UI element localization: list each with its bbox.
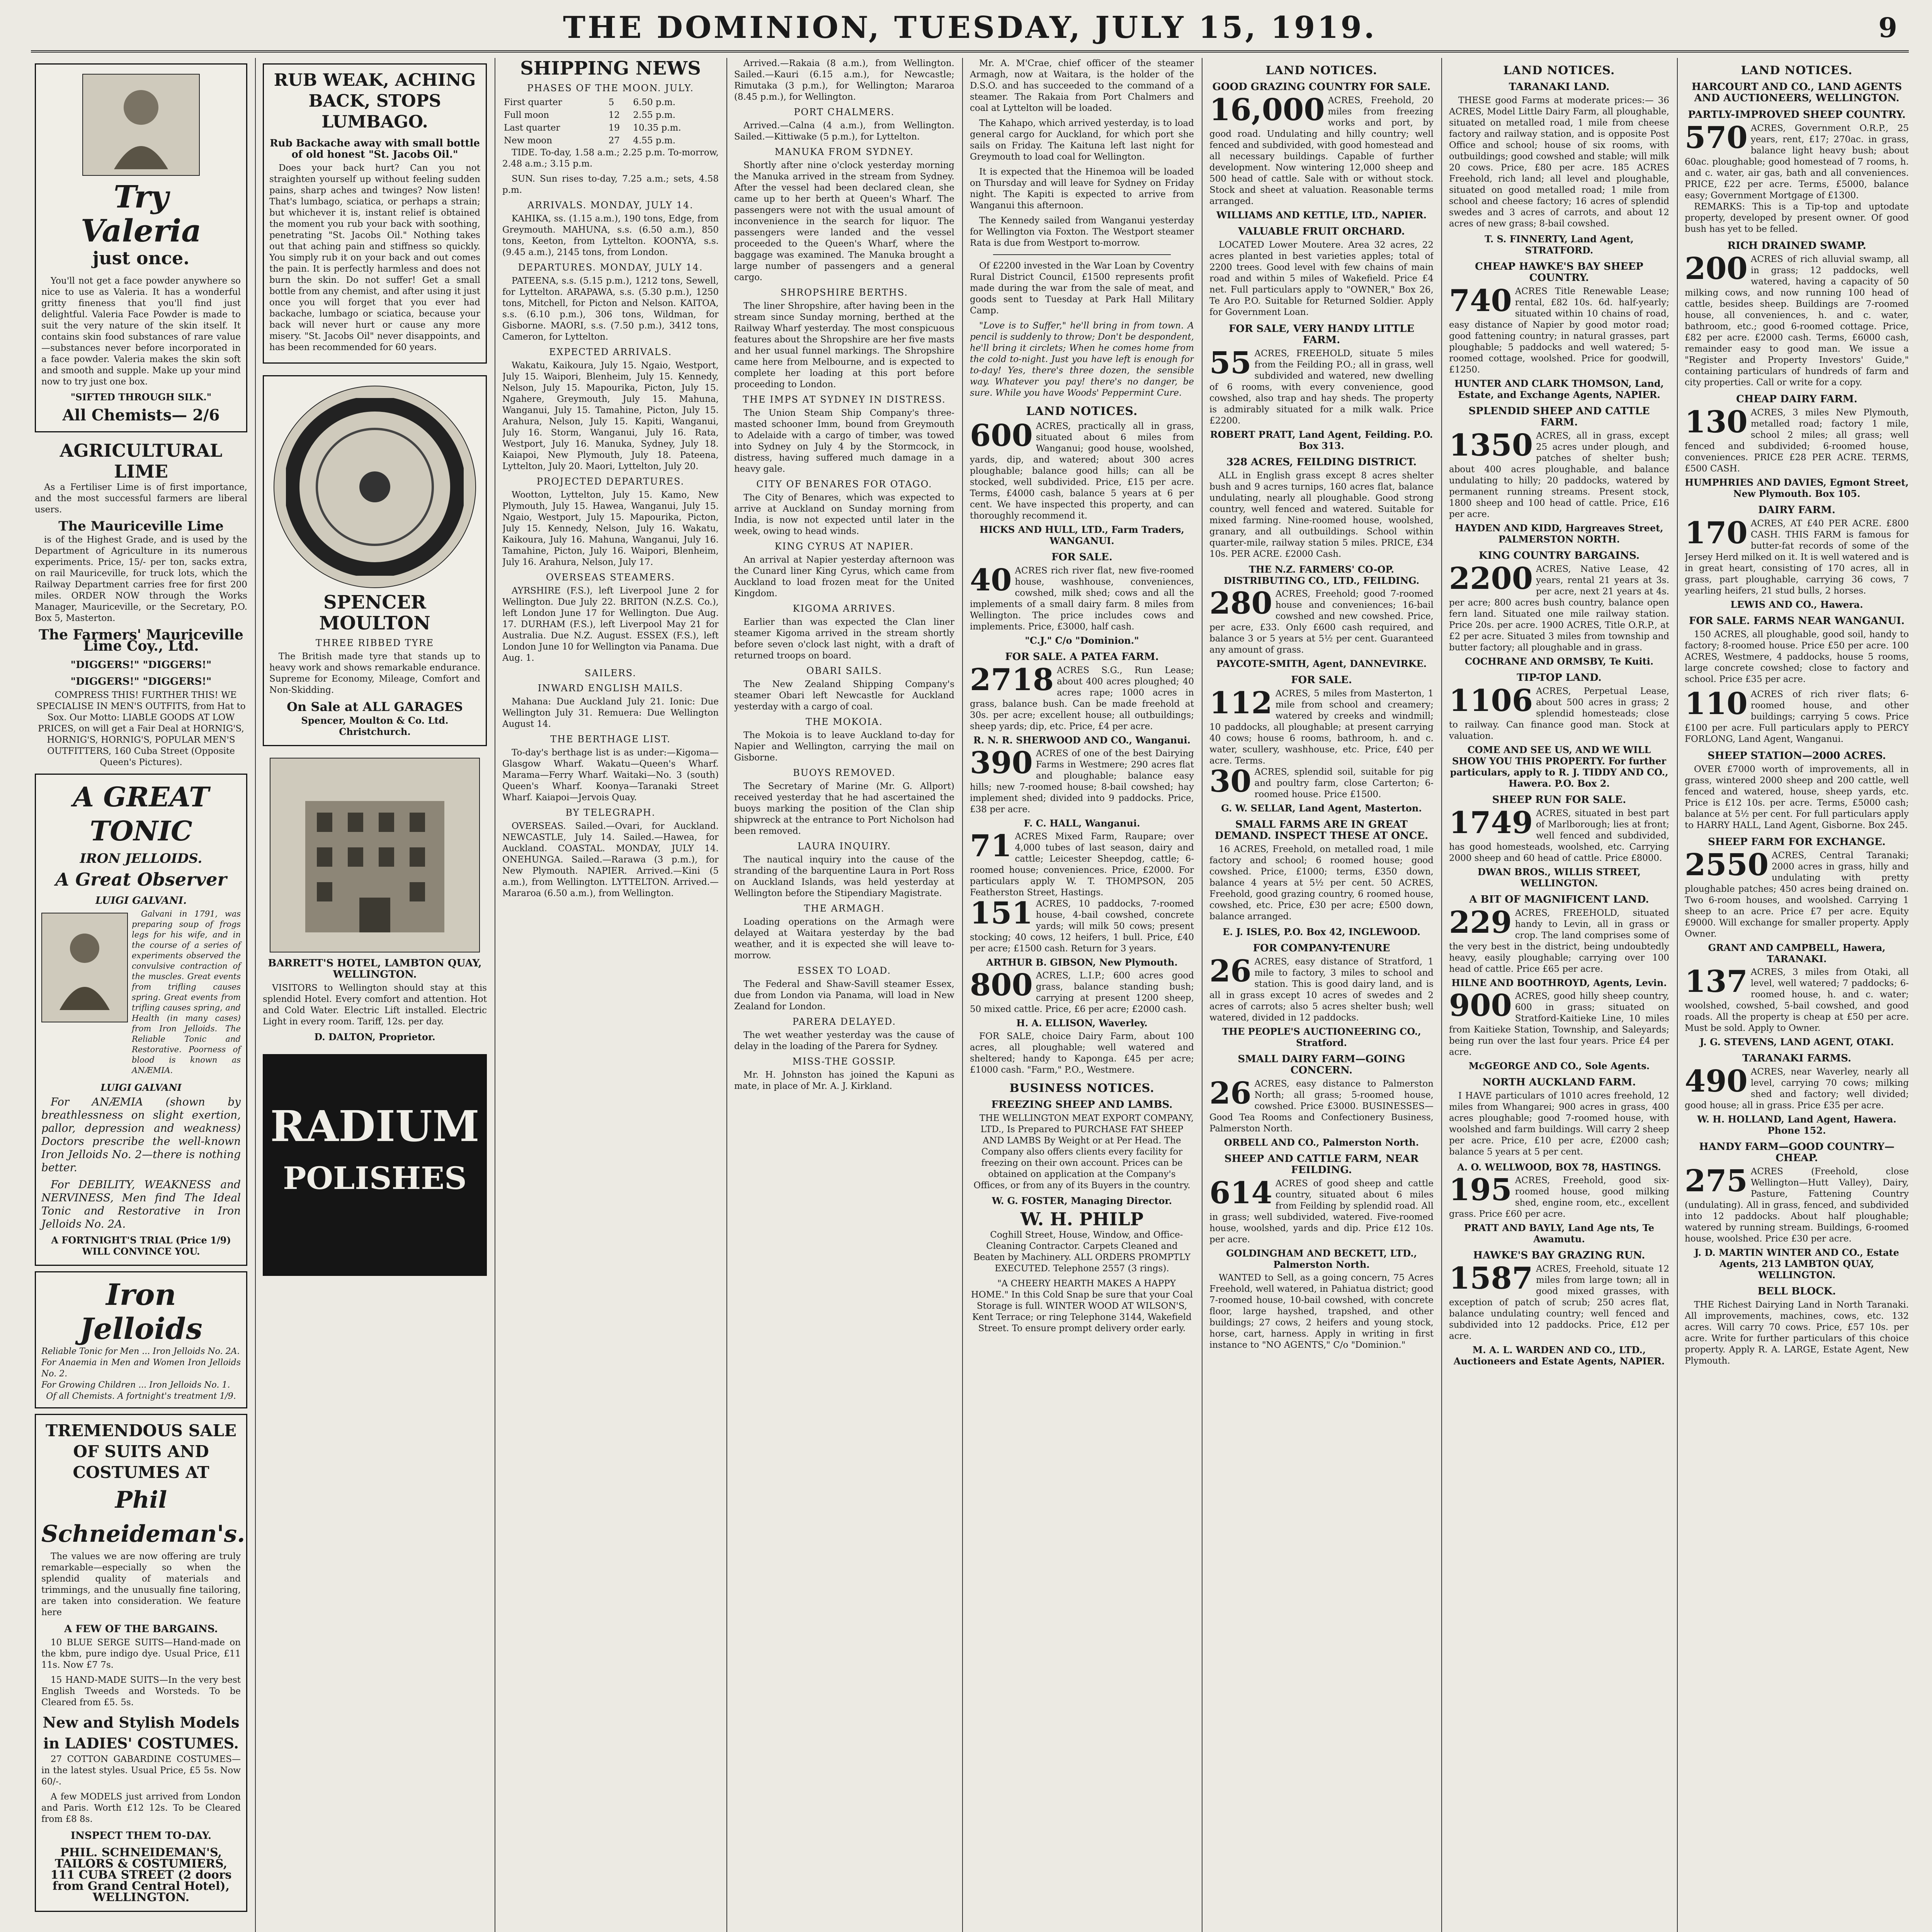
valeria-price: All Chemists— 2/6 — [62, 406, 220, 424]
listing-agent: E. J. ISLES, P.O. Box 42, INGLEWOOD. — [1223, 926, 1420, 937]
hearth-advert: "A CHEERY HEARTH MAKES A HAPPY HOME." In this Cold Snap be sure that your Coal Storage is full. WINTER WOOD AT WILSON'S, Kent Terrace; or ring Telephone 3144, Wakefield Street. To ensure prompt delivery order early. — [971, 1279, 1193, 1333]
projected-text: Wootton, Lyttelton, July 15. Kamo, New Plymouth, July 15. Hawea, Wanganui, July 15. Ngaio, Westport, July 15. Mapourika, Picton, July 15. Kennedy, Nelson, July 16. Wakatu, Kaikoura, July 16. Mahuna, Wanganui, July 16. Tamahine, Picton, July 16. Waipori, Blenheim, July 16. Arahura, Nelson, July 17. — [502, 490, 719, 567]
peppermint-verse: "Love is to Suffer," he'll bring in from town. A pencil is suddenly to throw; Don't be despondent, he'll bring it circlets; When he comes home from the cold to-night. Just you have left is enough for to-day! Yes, there's three dozen, the sensible way. Whatever you pay! there's no danger, be sure. While you have Woods' Peppermint Cure. — [970, 321, 1194, 398]
listing-heading: FOR COMPANY-TENURE — [1253, 942, 1390, 954]
listing-heading: CHEAP DAIRY FARM. — [1736, 393, 1857, 405]
jelloids-line-1: Reliable Tonic for Men ... Iron Jelloids No. 2A. — [41, 1347, 240, 1356]
freezing-heading: FREEZING SHEEP AND LAMBS. — [991, 1099, 1173, 1111]
article-text: An arrival at Napier yesterday afternoon was the Cunard liner King Cyrus, which came from Auckland to load frozen meat for the United Kingdom. — [734, 555, 954, 599]
sale-item: 27 COTTON GABARDINE COSTUMES—in the latest styles. Usual Price, £5 5s. Now 60/-. — [41, 1754, 241, 1787]
rub-body: Does your back hurt? Can you not straighten yourself up without feeling sudden pains, sharp aches and twinges? Now listen! That's lumbago, sciatica, or perhaps a strain; but whichever it is, instant relief is obtained the moment you rub your back with soothing, penetrating "St. Jacobs Oil." Nothing takes out that aching pain and stiffness so quickly. You simply rub it on your back and out comes the pain. It is perfectly harmless and does not burn the skin. Do not suffer! Get a small bottle from any chemist, and after using it just once you will forget that you ever had backache, lumbago or sciatica, because your back will never hurt or cause any more misery. "St. Jacobs Oil" never disappoints, and has been recommended for 60 years. — [269, 163, 480, 352]
land-listing: FOR SALE, choice Dairy Farm, about 100 acres, all ploughable; well watered and sheltered; handy to Kaponga. £45 per acre; £1000 cash. "Farm," P.O., Westmere. — [970, 1031, 1194, 1075]
land-listing: 150 ACRES, all ploughable, good soil, handy to factory; 8-roomed house. Price £50 per acre. 100 ACRES, Westmere, 4 paddocks, house 5 rooms, large concrete cowshed; close to factory and school. Price £35 per acre. — [1685, 629, 1909, 684]
listing-heading: TARANAKI FARMS. — [1742, 1053, 1852, 1064]
sale-item: 15 HAND-MADE SUITS—In the very best English Tweeds and Worsteds. To be Cleared from £5. 5s. — [41, 1675, 241, 1708]
listing-heading: KING COUNTRY BARGAINS. — [1478, 550, 1640, 561]
business-notices-heading: BUSINESS NOTICES. — [1009, 1082, 1155, 1095]
land-listing: 2550 ACRES, Central Taranaki; 2000 acres in grass, hilly and undulating with pretty ploughable patches; 450 acres being drained on. Two 6-room houses, and woolshed. Carrying 1 sheep to an acre. Price £7 per acre. Equity £9000. Will exchange for smaller property. Apply Owner. — [1685, 847, 1909, 939]
philp-text: Coghill Street, House, Window, and Office-Cleaning Contractor. Carpets Cleaned and Beaten by Machinery. ALL ORDERS PROMPTLY EXECUTED. Telephone 2557 (3 rings). — [973, 1230, 1190, 1274]
land-listing: 170 ACRES, AT £40 PER ACRE. £800 CASH. THIS FARM is famous for butter-fat records of some of the Jersey Herd milked on it. It is well watered and is in great heart, consisting of 170 acres, all in grass, part ploughable, carrying 36 cows, 7 yearling heifers, 21 stud bulls, 2 horses. LEWIS AND CO., Hawera. — [1685, 515, 1909, 610]
listing-agent: A. O. WELLWOOD, BOX 78, HASTINGS. — [1457, 1162, 1661, 1173]
listing-agent: THE N.Z. FARMERS' CO-OP. DISTRIBUTING CO., LTD., FEILDING. — [1223, 564, 1420, 586]
article-text: The Kennedy sailed from Wanganui yesterday for Wellington via Foxton. The Westport steamer Rata is due from Westport to-morrow. — [970, 216, 1194, 248]
diggers-row-2: "DIGGERS!" "DIGGERS!" — [70, 676, 212, 687]
arrivals-heading: ARRIVALS. MONDAY, JULY 14. — [527, 200, 694, 211]
land-notices-heading: LAND NOTICES. — [1503, 64, 1615, 77]
berthage-text: To-day's berthage list is as under:—Kigoma—Glasgow Wharf. Wakatu—Queen's Wharf. Marama—Ferry Wharf. Waitaki—No. 3 (south) Queen's Wharf. Koonya—Taranaki Street Wharf. Kaiapoi—Jervois Quay. — [502, 748, 719, 803]
article-text: The liner Shropshire, after having been in the stream since Sunday morning, berthed at the Railway Wharf yesterday. The most conspicuous features about the Shropshire are her five masts and her usual funnel markings. The Shropshire came here from Melbourne, and is expected to complete her loading at this port before proceeding to London. — [734, 301, 954, 389]
expected-heading: EXPECTED ARRIVALS. — [549, 347, 672, 357]
article-heading: THE MOKOIA. — [806, 716, 883, 727]
listing-heading: BELL BLOCK. — [1757, 1286, 1836, 1297]
listing-heading: SHEEP RUN FOR SALE. — [1492, 794, 1626, 806]
tonic-sub: IRON JELLOIDS. — [80, 851, 202, 866]
column-rule — [1677, 58, 1678, 1932]
land-listing: THESE good Farms at moderate prices:— 36 ACRES, Model Little Dairy Farm, all ploughable, situated on metalled road, 1 mile from cheese factory and railway station, and is opposite Post Office and school; house of six rooms, with outbuildings; good cowshed and stable; will milk 20 cows. Price, £80 per acre. 185 ACRES Freehold, rich land; all level and ploughable, situated on good metalled road; 1 mile from school and cheese factory; 16 acres of splendid swedes and 3 acres of carrots, and about 12 acres of new grass; 8-bail cowshed. — [1449, 95, 1669, 229]
land-notices-heading: LAND NOTICES. — [1265, 64, 1378, 77]
listing-heading: FOR SALE. A PATEA FARM. — [1005, 651, 1159, 663]
rub-headline: RUB WEAK, ACHING BACK, STOPS LUMBAGO. — [274, 70, 476, 132]
listing-heading: FOR SALE, VERY HANDY LITTLE FARM. — [1228, 323, 1415, 346]
listing-agent: T. S. FINNERTY, Land Agent, STRATFORD. — [1485, 233, 1634, 256]
land-notices-heading: LAND NOTICES. — [1026, 405, 1138, 418]
lime-subhead: The Mauriceville Lime — [58, 519, 224, 534]
land-listing: 1106 ACRES, Perpetual Lease, about 500 acres in grass; 2 splendid homesteads; close to railway. Can finance good man. Stock at valuation. COME AND SEE US, AND WE WILL SHOW YOU THIS PROPERTY. For further particulars, apply to R. J. TIDDY AND CO., Hawera. P.O. Box 2. — [1449, 683, 1669, 789]
land-listing: 490 ACRES, near Waverley, nearly all level, carrying 70 cows; milking shed and factory; well divided; good house; all in grass. Price £35 per acre. W. H. HOLLAND, Land Agent, Hawera. Phone 152. — [1685, 1064, 1909, 1136]
divider — [993, 254, 1171, 255]
lime-company: The Farmers' Mauriceville Lime Coy., Ltd. — [39, 627, 243, 654]
land-listing: 614 ACRES of good sheep and cattle country, situated about 6 miles from Feilding by splendid road. All in grass; well subdivided, watered. Five-roomed house, woolshed, yards and dip. Price £12 10s. per acre. GOLDINGHAM AND BECKETT, LTD., Palmerston North. — [1209, 1175, 1434, 1270]
jelloids-line-2: For Anaemia in Men and Women Iron Jelloids No. 2. — [41, 1358, 241, 1379]
article-heading: BUOYS REMOVED. — [793, 767, 896, 778]
diggers-text: COMPRESS THIS! FURTHER THIS! WE SPECIALISE IN MEN'S OUTFITS, from Hat to Sox. Our Motto: LIABLE GOODS AT LOW PRICES, on will get a Fair Deal at HORNIG'S, HORNIG'S, HORNIG'S, POPULAR MEN'S OUTFITTERS, 160 Cuba Street (Opposite Queen's Pictures). — [36, 690, 246, 767]
radium-sub: POLISHES — [283, 1160, 467, 1196]
article-heading: OBARI SAILS. — [806, 665, 883, 676]
land-listing: 280 ACRES, Freehold; good 7-roomed house and conveniences; 16-bail cowshed and new cowshed. Price, per acre, £33. Only £600 cash required, and balance 3 or 5 years at 5½ per cent. Guaranteed any amount of grass. PAYCOTE-SMITH, Agent, DANNEVIRKE. — [1209, 586, 1434, 669]
article-text: The City of Benares, which was expected to arrive at Auckland on Sunday morning from India, is now not expected until later in the week, owing to head winds. — [734, 493, 954, 536]
tonic-debility: For DEBILITY, WEAKNESS and NERVINESS, Men find The Ideal Tonic and Restorative in Iron Jelloids No. 2A. — [41, 1178, 241, 1230]
land-listing: I HAVE particulars of 1010 acres freehold, 12 miles from Whangarei; 900 acres in grass, 400 acres ploughable; good 7-roomed house, with woolshed and farm buildings. Will carry 2 sheep per acre. Price, £10 per acre, £2000 cash; balance 5 years at 5 per cent. — [1449, 1091, 1669, 1157]
article-text: The Kahapo, which arrived yesterday, is to load general cargo for Auckland, for which port she sails on Friday. The Kaituna left last night for Greymouth to load coal for Wellington. — [970, 118, 1194, 162]
land-listing: 275 ACRES (Freehold, close Wellington—Hutt Valley), Dairy, Pasture, Fattening Country (undulating). All in grass, fenced, and subdivided into 12 paddocks. About half ploughable; watered by running stream. Buildings, 6-roomed house, woolshed. Price £30 per acre. J. D. MARTIN WINTER AND CO., Estate Agents, 213 LAMBTON QUAY, WELLINGTON. — [1685, 1163, 1909, 1281]
table-row: First quarter 5 6.50 p.m. — [504, 97, 676, 107]
article-text: Shortly after nine o'clock yesterday morning the Manuka arrived in the stream from Sydney. After the vessel had been declared clean, she came up to her berth at Queen's Wharf. The passengers were not with the usual amount of inconvenience in the search for liquor. The passengers were landed and the vessel proceeded to the Queen's Wharf, where the baggage was examined. The Manuka brought a large number of passengers and a general cargo. — [734, 160, 954, 282]
philp-name: W. H. PHILP — [1020, 1209, 1144, 1230]
projected-heading: PROJECTED DEPARTURES. — [536, 476, 685, 487]
article-heading: KIGOMA ARRIVES. — [793, 603, 896, 614]
article-text: The wet weather yesterday was the cause of delay in the loading of the Parera for Sydney. — [734, 1030, 954, 1051]
land-listing: 16 ACRES, Freehold, on metalled road, 1 mile factory and school; 6 roomed house; good cowshed. Price, £1000; terms, £350 down, balance 4 years at 5½ per cent. 50 ACRES, Freehold, good grazing country, 6 roomed house, cowshed, etc. Price, £30 per acre; £500 down, balance arranged. — [1209, 844, 1434, 922]
land-listing: 151 ACRES, 10 paddocks, 7-roomed house, 4-bail cowshed, concrete yards; will milk 50 cows; present stocking; 40 cows, 12 heifers, 1 bull. Price, £40 per acre; £1500 cash. Return for 3 years. ARTHUR B. GIBSON, New Plymouth. — [970, 896, 1194, 968]
article-text: Arrived.—Rakaia (8 a.m.), from Wellington. Sailed.—Kauri (6.15 a.m.), for Newcastle; Rimutaka (3 p.m.), for Wellington; Mararoa (8.45 p.m.), for Wellington. — [734, 58, 954, 102]
land-listing: 2718 ACRES S.G., Run Lease; about 400 acres ploughed; 40 acres rape; 1000 acres in grass, balance bush. Can be made freehold at 30s. per acre; excellent house; all outbuildings; sheep yards; dip, etc. Price, £4 per acre. R. N. R. SHERWOOD AND CO., Wanganui. — [970, 662, 1194, 746]
diggers-row-1: "DIGGERS!" "DIGGERS!" — [70, 659, 212, 671]
valeria-slogan: "SIFTED THROUGH SILK." — [70, 391, 212, 403]
land-listing: 71 ACRES Mixed Farm, Raupare; over 4,000 tubes of last season, dairy and cattle; Leicester Sheepdog, cattle; 6-roomed house; conveniences. Price, £2000. For particulars apply W. T. THOMPSON, 205 Featherston Street, Hastings. — [970, 828, 1194, 898]
inward-text: Mahana: Due Auckland July 21. Ionic: Due Wellington July 31. Remuera: Due Wellington August 14. — [502, 697, 719, 729]
listing-heading: RICH DRAINED SWAMP. — [1727, 240, 1866, 252]
sale-body: The values we are now offering are truly remarkable—especially so when the splendid quality of materials and trimmings, and the unusually fine tailoring, are taken into consideration. We feature here — [41, 1551, 241, 1617]
land-listing: 195 ACRES, Freehold, good six-roomed house, good milking shed, engine room, etc., excellent grass. Price £60 per acre. PRATT AND BAYLY, Land Age nts, Te Awamutu. — [1449, 1172, 1669, 1245]
article-text: The Federal and Shaw-Savill steamer Essex, due from London via Panama, will load in New Zealand for London. — [734, 979, 954, 1012]
departures-heading: DEPARTURES. MONDAY, JULY 14. — [518, 262, 703, 273]
barretts-hotel-advert — [263, 758, 487, 1043]
article-text: The Union Steam Ship Company's three-masted schooner Imm, bound from Greymouth to Adelaide with a cargo of timber, was towed into Sydney on July 4 by the Stormcock, in distress, having suffered much damage in a heavy gale. — [734, 408, 954, 474]
hotel-name: BARRETT'S HOTEL, LAMBTON QUAY, WELLINGTON. — [268, 957, 482, 980]
sale-item: A few MODELS just arrived from London and Paris. Worth £12 12s. To be Cleared from £8 8s. — [41, 1792, 241, 1824]
article-heading: ESSEX TO LOAD. — [797, 965, 891, 976]
galvani-portrait-icon — [41, 913, 128, 1022]
land-listing: LOCATED Lower Moutere. Area 32 acres, 22 acres planted in best varieties apples; total of 2200 trees. Good level with few chains of main road and within 5 miles of Wakefield. Price £4 net. Full particulars apply to "OWNER," Box 26, Te Aro P.O. Suitable for Returned Soldier. Apply for Government Loan. — [1209, 240, 1434, 317]
article-heading: MISS-THE GOSSIP. — [792, 1056, 896, 1067]
listing-heading: DAIRY FARM. — [1758, 504, 1835, 516]
berthage-heading: THE BERTHAGE LIST. — [550, 734, 671, 745]
inward-heading: INWARD ENGLISH MAILS. — [537, 683, 684, 694]
listing-heading: TARANAKI LAND. — [1509, 81, 1610, 93]
tonic-anaemia: For ANÆMIA (shown by breathlessness on slight exertion, pallor, depression and weakness) Doctors prescribe the well-known Iron Jelloids No. 2—there is nothing better. — [41, 1095, 241, 1174]
tonic-body: Galvani in 1791, was preparing soup of frogs legs for his wife, and in the course of a series of experiments observed the convulsive contraction of the muscles. Great events from trifling causes spring. Great events from trifling causes spring, and Health (in many cases) from Iron Jelloids. The Reliable Tonic and Restorative. Poorness of blood is known as ANÆMIA. — [132, 909, 241, 1075]
diggers-advert — [35, 660, 247, 768]
article-text: The New Zealand Shipping Company's steamer Obari left Newcastle for Auckland yesterday with a cargo of coal. — [734, 679, 954, 712]
article-heading: SHROPSHIRE BERTHS. — [780, 287, 908, 298]
hotel-proprietor: D. DALTON, Proprietor. — [314, 1031, 435, 1043]
telegraph-heading: BY TELEGRAPH. — [565, 807, 656, 818]
article-heading: CITY OF BENARES FOR OTAGO. — [756, 479, 932, 490]
spencer-moulton-advert — [263, 375, 487, 746]
article-text: It is expected that the Hinemoa will be loaded on Thursday and will leave for Sydney on Friday night. The Kapiti is expected to arrive from Wanganui this afternoon. — [970, 167, 1194, 211]
article-text: The Mokoia is to leave Auckland to-day for Napier and Wellington, carrying the mail on Gisborne. — [734, 730, 954, 763]
tonic-trial: A FORTNIGHT'S TRIAL (Price 1/9) WILL CONVINCE YOU. — [51, 1235, 231, 1257]
woman-portrait-icon — [82, 74, 200, 176]
lime-body: As a Fertiliser Lime is of first importance, and the most successful farmers are liberal users. — [35, 482, 247, 515]
land-notices-heading: LAND NOTICES. — [1741, 64, 1853, 77]
land-listing: 26 ACRES, easy distance of Stratford, 1 mile to factory, 3 miles to school and station. This is good dairy land, and is all in grass except 10 acres of swedes and 2 acres of carrots; also 5 acres shelter bush; well watered, divided in 12 paddocks. THE PEOPLE'S AUCTIONEERING CO., Stratford. — [1209, 954, 1434, 1048]
schneideman-advert — [35, 1414, 247, 1912]
article-text: Arrived.—Calna (4 a.m.), from Wellington. Sailed.—Kittiwake (5 p.m.), for Lyttelton. — [734, 121, 954, 142]
arrivals-text: KAHIKA, ss. (1.15 a.m.), 190 tons, Edge, from Greymouth. MAHUNA, s.s. (6.50 a.m.), 850 tons, Keeton, from Lyttelton. KOONYA, s.s. (9.45 a.m.), 2145 tons, from London. — [502, 214, 719, 257]
article-heading: MANUKA FROM SYDNEY. — [774, 146, 914, 157]
jelloids-line-4: Of all Chemists. A fortnight's treatment 1/9. — [46, 1391, 236, 1401]
overseas-text: AYRSHIRE (F.S.), left Liverpool June 2 for Wellington. Due July 22. BRITON (N.Z.S. Co.), left London June 17 for Wellington. Due Aug. 17. DURHAM (F.S.), left Liverpool May 21 for Australia. Due N.Z. August. ESSEX (F.S.), left London June 10 for Wellington via Panama. Due Aug. 1. — [502, 586, 719, 663]
page-number: 9 — [1878, 12, 1897, 44]
hotel-body: VISITORS to Wellington should stay at this splendid Hotel. Every comfort and attention. Hot and Cold Water. Electric Lift installed. Electric Light in every room. Tariff, 12s. per day. — [263, 983, 487, 1027]
article-text: Mr. H. Johnston has joined the Kapuni as mate, in place of Mr. A. J. Kirkland. — [734, 1070, 954, 1091]
tonic-observer: A Great Observer — [55, 869, 227, 890]
land-listing: 1587 ACRES, Freehold, situate 12 miles from large town; all in good mixed grasses, with exception of patch of scrub; 250 acres flat, balance undulating country; well fenced and subdivided into 12 paddocks. Price, £12 per acre. M. A. L. WARDEN AND CO., LTD., Auctioneers and Estate Agents, NAPIER. — [1449, 1261, 1669, 1367]
table-row: Last quarter 19 10.35 p.m. — [504, 123, 681, 133]
column-rule — [962, 58, 963, 1932]
land-listing: 30 ACRES, splendid soil, suitable for pig and poultry farm, close Carterton; 6-roomed house. Price £1500. G. W. SELLAR, Land Agent, Masterton. — [1209, 764, 1434, 814]
tide-text: TIDE. To-day, 1.58 a.m.; 2.25 p.m. To-morrow, 2.48 a.m.; 3.15 p.m. — [502, 148, 719, 169]
listing-heading: A BIT OF MAGNIFICENT LAND. — [1469, 894, 1649, 905]
land-listing: 229 ACRES, FREEHOLD, situated handy to Levin, all in grass or crop. The land comprises some of the very best in the district, being undoubtedly heavy, easily ploughable; carrying over 100 head of cattle. Price £65 per acre. HILNE AND BOOTHROYD, Agents, Levin. — [1449, 905, 1669, 988]
table-row: New moon 27 4.55 p.m. — [504, 136, 676, 146]
listing-heading: CHEAP HAWKE'S BAY SHEEP COUNTRY. — [1475, 261, 1643, 284]
land-listing: THE Richest Dairying Land in North Taranaki. All improvements, machines, cows, etc. 132 acres. Will carry 70 cows. Price, £57 10s. per acre. Write for further particulars of this choice property. Apply R. A. LARGE, Estate Agent, New Plymouth. — [1685, 1300, 1909, 1366]
lime-body-2: is of the Highest Grade, and is used by the Department of Agriculture in its numerous experiments. Price, 15/- per ton, sacks extra, on rail Mauriceville, for truck lots, which the Railway Department carries free for first 200 miles. ORDER NOW through the Works Manager, Mauriceville, or the Secretary, P.O. Box 5, Masterton. — [35, 535, 247, 623]
article-heading: PARERA DELAYED. — [792, 1016, 896, 1027]
sun-text: SUN. Sun rises to-day, 7.25 a.m.; sets, 4.58 p.m. — [502, 174, 719, 195]
sailers-heading: SAILERS. — [585, 668, 636, 679]
land-listing: 570 ACRES, Government O.R.P., 25 years, rent, £17; 270ac. in grass, balance light heavy bush; about 60ac. ploughable; good homestead of 7 rooms, h. and c. water, air gas, bath and all conveniences. PRICE, £22 per acre. Terms, £5000, balance easy; Government Mortgage of £1300. REMARKS: This is a Tip-top and uptodate property, developed by present owner. Of good bush has yet to be felled. — [1685, 120, 1909, 234]
sale-item: New and Stylish Models in LADIES' COSTUMES. — [43, 1714, 240, 1752]
listing-heading: SHEEP AND CATTLE FARM, NEAR FEILDING. — [1224, 1153, 1419, 1176]
land-listing: 740 ACRES Title Renewable Lease; rental, £82 10s. 6d. half-yearly; situated within 10 chains of road, easy distance of Napier by good motor road; good fattening country; in natural grasses, part ploughable; 5 paddocks and well watered; 5-roomed cottage, woolshed. Price for goodwill, £1250. HUNTER AND CLARK THOMSON, Land, Estate, and Exchange Agents, NAPIER. — [1449, 283, 1669, 400]
column-rule — [1441, 58, 1442, 1932]
tonic-caption: LUIGI GALVANI — [100, 1082, 182, 1093]
listing-heading: GOOD GRAZING COUNTRY FOR SALE. — [1212, 81, 1431, 93]
jelloids-brand-advert — [35, 1271, 247, 1408]
rub-sub: Rub Backache away with small bottle of old honest "St. Jacobs Oil." — [270, 138, 480, 160]
column-rule — [255, 58, 256, 1932]
sale-footer: PHIL. SCHNEIDEMAN'S, TAILORS & COSTUMIERS, 111 CUBA STREET (2 doors from Grand Central Hotel), WELLINGTON. — [50, 1846, 232, 1904]
land-listing: WANTED to Sell, as a going concern, 75 Acres Freehold, well watered, in Pahiatua district; good 7-roomed house, 10-bail cowshed, with concrete floor, large hayshed, trapshed, and other buildings; 27 cows, 2 heifers and young stock, horse, cart, harness. Apply in writing in first instance to "NO AGENTS," C/o "Dominion." — [1209, 1273, 1434, 1350]
listing-heading: SPLENDID SHEEP AND CATTLE FARM. — [1468, 405, 1650, 428]
article-text: Earlier than was expected the Clan liner steamer Kigoma arrived in the stream shortly before seven o'clock last night, with a draft of returned troops on board. — [734, 617, 954, 661]
spencer-body: The British made tyre that stands up to heavy work and shows remarkable endurance. Supreme for Economy, Mileage, Comfort and Non-Skidding. — [269, 651, 480, 695]
sale-inspect: INSPECT THEM TO-DAY. — [70, 1830, 212, 1842]
land-listing: 16,000 ACRES, Freehold, 20 miles from freezing works and port, by good road. Undulating and hilly country; well fenced and subdivided, with good homestead and all necessary buildings. Capable of further development. Now wintering 12,000 sheep and 500 head of cattle. Sale with or without stock. Stock and sheet at valuation. Reasonable terms arranged. WILLIAMS AND KETTLE, LTD., NAPIER. — [1209, 92, 1434, 221]
spencer-brand: SPENCER MOULTON — [319, 592, 431, 634]
land-listing: 600 ACRES, practically all in grass, situated about 6 miles from Wanganui; good house, woolshed, yards, dip, and watered; about 300 acres ploughable; balance good hills; can all be stocked, well subdivided. Price, £15 per acre. Terms, £4000 cash, balance 5 years at 6 per cent. We have inspected this property, and can thoroughly recommend it. HICKS AND HULL, LTD., Farm Traders, WANGANUI. — [970, 418, 1194, 546]
land-listing: 390 ACRES of one of the best Dairying Farms in Westmere; 290 acres flat and ploughable; balance easy hills; new 7-roomed house; 8-bail cowshed; hay implement shed; divided into 9 paddocks. Price, £38 per acre. F. C. HALL, Wanganui. — [970, 745, 1194, 829]
shipping-headline: SHIPPING NEWS — [520, 58, 701, 79]
tyre-icon — [274, 386, 476, 588]
harcourt-heading: HARCOURT AND CO., LAND AGENTS AND AUCTIONEERS, WELLINGTON. — [1691, 81, 1902, 104]
jelloids-brand: Iron Jelloids — [80, 1277, 202, 1346]
valeria-headline-3: just once. — [92, 248, 190, 269]
article-text: Of £2200 invested in the War Loan by Coventry Rural District Council, £1500 represents profit made during the war from the sale of meat, and goods sent to Tuesday at Park Hall Military Camp. — [970, 261, 1194, 316]
article-heading: THE IMPS AT SYDNEY IN DISTRESS. — [743, 394, 946, 405]
listing-heading: FOR SALE. — [1291, 674, 1352, 686]
land-listing: 130 ACRES, 3 miles New Plymouth, metalled road; factory 1 mile, school 2 miles; all grass; well fenced and subdivided; 6-roomed house, conveniences. PRICE £28 PER ACRE. TERMS, £500 CASH. HUMPHRIES AND DAVIES, Egmont Street, New Plymouth. Box 105. — [1685, 405, 1909, 499]
valeria-body: You'll not get a face powder anywhere so nice to use as Valeria. It has a wonderful gritty fineness that you'll find just delightful. Valeria Face Powder is made to suit the very nature of the skin itself. It contains skin food substances of rare value—substances never before incorporated in a face powder. Valeria makes the skin soft and smooth and supple. Make up your mind now to try just one box. — [41, 276, 241, 387]
iron-jelloids-advert — [35, 774, 247, 1266]
listing-heading: FOR SALE. — [1051, 551, 1112, 563]
article-text: Loading operations on the Armagh were delayed at Waitara yesterday by the bad weather, and it is expected she will leave to-morrow. — [734, 917, 954, 961]
listing-heading: SMALL FARMS ARE IN GREAT DEMAND. INSPECT THESE AT ONCE. — [1214, 819, 1429, 842]
radium-polishes-advert — [263, 1054, 487, 1276]
land-listing: 40 ACRES rich river flat, new five-roomed house, washhouse, conveniences, cowshed, milk shed; cows and all the implements of a small dairy farm. 8 miles from Wellington. The price includes cows and implements. Price, £3000, half cash. "C.J." C/o "Dominion." — [970, 563, 1194, 646]
departures-text: PATEENA, s.s. (5.15 p.m.), 1212 tons, Sewell, for Lyttelton. ARAPAWA, s.s. (5.30 p.m.), 1250 tons, Mitchell, for Picton and Nelson. KAITOA, s.s. (6.10 p.m.), 306 tons, Wildman, for Gisborne. MAORI, s.s. (7.50 p.m.), 3412 tons, Cameron, for Lyttelton. — [502, 276, 719, 342]
valeria-headline-1: Try — [113, 179, 169, 215]
column-3 — [502, 58, 719, 1932]
jelloids-line-3: For Growing Children ... Iron Jelloids No. 1. — [41, 1380, 230, 1390]
sale-shop: Phil Schneideman's. — [41, 1486, 245, 1548]
spencer-sale: On Sale at ALL GARAGES — [287, 699, 463, 714]
land-listing: 112 ACRES, 5 miles from Masterton, 1 mile from school and creamery; watered by creeks and windmill; 10 paddocks, all ploughable; at present carrying 40 cows; house 6 rooms, bathroom, h. and c. water, scullery, washhouse, etc. Price, £40 per acre. Terms. — [1209, 685, 1434, 766]
article-text: The Secretary of Marine (Mr. G. Allport) received yesterday that he had ascertained the buoys marking the position of the Clan ship shipwreck at the entrance to Port Nicholson had been removed. — [734, 781, 954, 836]
freezing-signature: W. G. FOSTER, Managing Director. — [992, 1195, 1172, 1206]
article-heading: LAURA INQUIRY. — [797, 841, 891, 852]
freezing-text: THE WELLINGTON MEAT EXPORT COMPANY, LTD., Is Prepared to PURCHASE FAT SHEEP AND LAMBS By Weight or at Per Head. The Company also offers clients every facility for freezing on their own account. Prices can be obtained on application at the Company's Offices, or from any of its Buyers in the country. — [973, 1113, 1194, 1190]
moon-heading: PHASES OF THE MOON. JULY. — [527, 83, 694, 94]
article-text: Mr. A. M'Crae, chief officer of the steamer Armagh, now at Waitara, is the holder of the D.S.O. and has succeeded to the command of a steamer. The Rakaia from Port Chalmers and coal at Lyttelton will be loaded. — [970, 58, 1194, 113]
valeria-headline-2: Valeria — [80, 213, 202, 249]
radium-brand: RADIUM — [270, 1101, 480, 1151]
article-text: The nautical inquiry into the cause of the stranding of the barquentine Laura in Port Ross on Auckland Islands, was held yesterday at Wellington before the Stipendiary Magistrate. — [734, 855, 954, 898]
spencer-tag: THREE RIBBED TYRE — [315, 638, 434, 648]
land-listing: ALL in English grass except 8 acres shelter bush and 9 acres turnips, 160 acres flat, balance undulating, nearly all ploughable. Good strong country, well fenced and watered. Suitable for mixed farming. Nine-roomed house, woolshed, granary, and all outbuildings. School within quarter-mile, railway station 5 miles. PRICE, £34 10s. PER ACRE. £2000 Cash. — [1209, 471, 1434, 559]
masthead — [31, 8, 1909, 53]
land-listing: 110 ACRES of rich river flats; 6-roomed house, and other buildings; carrying 5 cows. Price £100 per acre. Full particulars apply to PERCY FORLONG, Land Agent, Wanganui. — [1685, 686, 1909, 744]
listing-heading: VALUABLE FRUIT ORCHARD. — [1238, 226, 1405, 237]
listing-heading: NORTH AUCKLAND FARM. — [1482, 1077, 1636, 1088]
article-heading: PORT CHALMERS. — [794, 107, 895, 117]
land-listing: 2200 ACRES, Native Lease, 42 years, rental 21 years at 3s. per acre, next 21 years at 4s. per acre; 800 acres bush country, balance open fern land. Situated one mile railway station. Price 20s. per acre. 1900 ACRES, Title O.R.P., at £2 per acre. Situated 3 miles from township and butter factory; all ploughable and in grass. COCHRANE AND ORMSBY, Te Kuiti. — [1449, 561, 1669, 667]
column-8 — [1685, 58, 1909, 1932]
listing-agent: GRANT AND CAMPBELL, Hawera, TARANAKI. — [1708, 942, 1886, 964]
overseas-heading: OVERSEAS STEAMERS. — [546, 572, 675, 583]
column-6 — [1209, 58, 1434, 1932]
listing-heading: PARTLY-IMPROVED SHEEP COUNTRY. — [1688, 109, 1906, 121]
article-heading: KING CYRUS AT NAPIER. — [774, 541, 914, 552]
column-rule — [726, 58, 727, 1932]
st-jacobs-advert — [263, 63, 487, 364]
table-row: Full moon 12 2.55 p.m. — [504, 110, 676, 120]
expected-text: Wakatu, Kaikoura, July 15. Ngaio, Westport, July 15. Waipori, Blenheim, July 15. Kennedy, Nelson, July 15. Mapourika, Picton, July 15. Ngahere, Greymouth, July 15. Mahuna, Wanganui, July 15. Tamahine, Picton, July 15. Arahura, Nelson, July 15. Kapiti, Wanganui, July 16. Storm, Wanganui, July 16. Rata, Westport, July 16. Manuka, Sydney, July 18. Kaiapoi, New Plymouth, July 18. Pateena, Lyttelton, July 20. Maori, Lyttelton, July 20. — [502, 361, 719, 471]
land-listing: 26 ACRES, easy distance to Palmerston North; all grass; 5-roomed house, cowshed. Price £3000. BUSINESSES—Good Tea Rooms and Confectionery Business, Palmerston North. ORBELL AND CO., Palmerston North. — [1209, 1076, 1434, 1148]
land-listing: 800 ACRES, L.I.P.; 600 acres good grass, balance standing bush; carrying at present 1200 sheep, 50 mixed cattle. Price, £6 per acre; £2000 cash. H. A. ELLISON, Waverley. — [970, 968, 1194, 1029]
column-2 — [263, 58, 487, 1932]
column-1 — [35, 58, 247, 1932]
land-listing: OVER £7000 worth of improvements, all in grass, wintered 2000 sheep and 200 cattle, well fenced and watered, house, sheep yards, etc. Price is £12 10s. per acre. Terms, £5000 cash; balance at 5½ per cent. For full particulars apply to HARRY HALL, Land Agent, Gisborne. Box 245. — [1685, 764, 1909, 830]
land-listing: 1350 ACRES, all in grass, except 25 acres under plough, and patches of shelter bush; about 400 acres ploughable, and balance undulating to hilly; 20 paddocks, watered by permanent running streams. Present stock, 1800 sheep and 100 head of cattle. Price, £16 per acre. HAYDEN AND KIDD, Hargreaves Street, PALMERSTON NORTH. — [1449, 428, 1669, 545]
listing-heading: 328 ACRES, FEILDING DISTRICT. — [1226, 456, 1417, 468]
hotel-building-icon — [270, 758, 480, 952]
land-listing: 137 ACRES, 3 miles from Otaki, all level, well watered; 7 paddocks; 6-roomed house, h. and c. water; woolshed, cowshed, 5-bail cowshed, and good roads. All the property is cheap at £50 per acre. Must be sold. Apply to Owner. J. G. STEVENS, LAND AGENT, OTAKI. — [1685, 964, 1909, 1048]
masthead-title: THE DOMINION, TUESDAY, JULY 15, 1919. — [563, 10, 1377, 45]
sale-few: A FEW OF THE BARGAINS. — [64, 1623, 218, 1635]
spencer-agent: Spencer, Moulton & Co. Ltd. Christchurch. — [301, 715, 449, 737]
valeria-advert — [35, 63, 247, 432]
lime-headline: AGRICULTURAL LIME — [60, 440, 223, 482]
listing-heading: HANDY FARM—GOOD COUNTRY—CHEAP. — [1699, 1141, 1895, 1164]
listing-heading: HAWKE'S BAY GRAZING RUN. — [1473, 1250, 1645, 1261]
land-listing: 55 ACRES, FREEHOLD, situate 5 miles from the Feilding P.O.; all in grass, well subdivided and watered, new dwelling of 6 rooms, with every convenience, good cowshed, also trap and hay sheds. The property is admirably situated for a milk walk. Price £2200. ROBERT PRATT, Land Agent, Feilding. P.O. Box 313. — [1209, 345, 1434, 451]
tonic-headline: A GREAT TONIC — [73, 781, 209, 847]
listing-heading: TIP-TOP LAND. — [1517, 672, 1602, 684]
column-7 — [1449, 58, 1669, 1932]
article-heading: THE ARMAGH. — [804, 903, 885, 914]
listing-heading: SHEEP FARM FOR EXCHANGE. — [1708, 836, 1886, 848]
land-listing: 900 ACRES, good hilly sheep country, 600 in grass; situated on Stratford-Kaitieke Line, 10 miles from Kaitieke Station, Township, and Saleyards; being run over the last four years. Price £4 per acre. McGEORGE AND CO., Sole Agents. — [1449, 988, 1669, 1071]
lime-advert — [35, 440, 247, 652]
sale-headline: TREMENDOUS SALE OF SUITS AND COSTUMES AT — [45, 1421, 237, 1482]
land-listing: 1749 ACRES, situated in best part of Marlborough; lies at front; well fenced and subdivided, has good homesteads, woolshed, etc. Carrying 2000 sheep and 60 head of cattle. Price £8000. DWAN BROS., WILLIS STREET, WELLINGTON. — [1449, 805, 1669, 889]
land-listing: 200 ACRES of rich alluvial swamp, all in grass; 12 paddocks, well watered, having a capacity of 50 milking cows, and now running 100 head of cattle, besides sheep. Buildings are 7-roomed house, all conveniences, h. and c. water, bathroom, etc.; good 6-roomed cottage. Price, £82 per acre. £2000 cash. Terms, £6000 cash, remainder easy to good man. We issue a "Register and Property Investors' Guide," containing particulars of hundreds of farm and city properties. Call or write for a copy. — [1685, 251, 1909, 388]
column-4 — [734, 58, 954, 1932]
listing-heading: FOR SALE. FARMS NEAR WANGANUI. — [1689, 615, 1905, 627]
tonic-name: LUIGI GALVANI. — [95, 895, 187, 906]
telegraph-text: OVERSEAS. Sailed.—Ovari, for Auckland. NEWCASTLE, July 14. Sailed.—Hawea, for Auckland. COASTAL. MONDAY, JULY 14. ONEHUNGA. Sailed.—Rarawa (3 p.m.), for New Plymouth. NAPIER. Arrived.—Kini (5 a.m.), from Wellington. LYTTELTON. Arrived.—Mararoa (6.50 a.m.), from Wellington. — [502, 821, 719, 898]
listing-heading: SHEEP STATION—2000 ACRES. — [1708, 750, 1886, 762]
sale-item: 10 BLUE SERGE SUITS—Hand-made on the kbm, pure indigo dye. Usual Price, £11 11s. Now £7 7s. — [41, 1638, 241, 1670]
column-5 — [970, 58, 1194, 1932]
moon-table — [502, 96, 719, 147]
listing-heading: SMALL DAIRY FARM—GOING CONCERN. — [1238, 1053, 1405, 1076]
